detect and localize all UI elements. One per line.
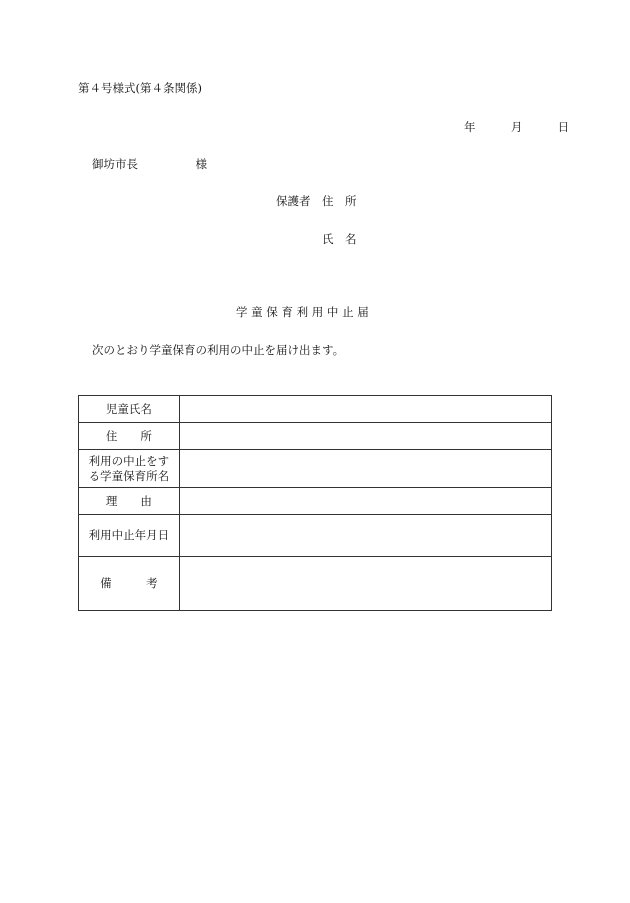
child-name-field[interactable] — [179, 396, 551, 423]
form-table — [78, 395, 552, 611]
guardian-address-label: 保護者 住 所 — [276, 194, 357, 208]
facility-name-label — [79, 450, 180, 488]
facility-name-label-line2: る学童保育所名 — [88, 468, 170, 483]
stop-date-label: 利用中止年月日 — [79, 515, 180, 557]
date-day-label: 日 — [557, 120, 570, 134]
child-name-label: 児童氏名 — [79, 396, 180, 423]
guardian-name-label: 氏 名 — [322, 232, 357, 246]
remarks-field[interactable] — [179, 557, 551, 611]
addressee: 御坊市長 様 — [92, 157, 207, 171]
facility-name-field[interactable] — [179, 450, 551, 488]
stop-date-field[interactable] — [179, 515, 551, 557]
table-row — [79, 488, 552, 515]
table-row — [79, 396, 552, 423]
address-label: 住 所 — [79, 423, 180, 450]
facility-name-label-line1: 利用の中止をす — [88, 453, 170, 468]
table-row — [79, 515, 552, 557]
date-line — [464, 119, 569, 135]
form-number: 第４号様式(第４条関係) — [78, 81, 202, 95]
reason-label: 理 由 — [79, 488, 180, 515]
date-year-label: 年 — [464, 120, 476, 134]
date-month-label: 月 — [510, 120, 523, 134]
document-title: 学 童 保 育 利 用 中 止 届 — [236, 305, 369, 319]
facility-name-label-text — [89, 454, 170, 484]
remarks-label: 備 考 — [79, 557, 180, 611]
table-row — [79, 423, 552, 450]
address-field[interactable] — [179, 423, 551, 450]
body-statement: 次のとおり学童保育の利用の中止を届け出ます。 — [92, 343, 345, 357]
table-row — [79, 557, 552, 611]
table-row — [79, 450, 552, 488]
reason-field[interactable] — [179, 488, 551, 515]
